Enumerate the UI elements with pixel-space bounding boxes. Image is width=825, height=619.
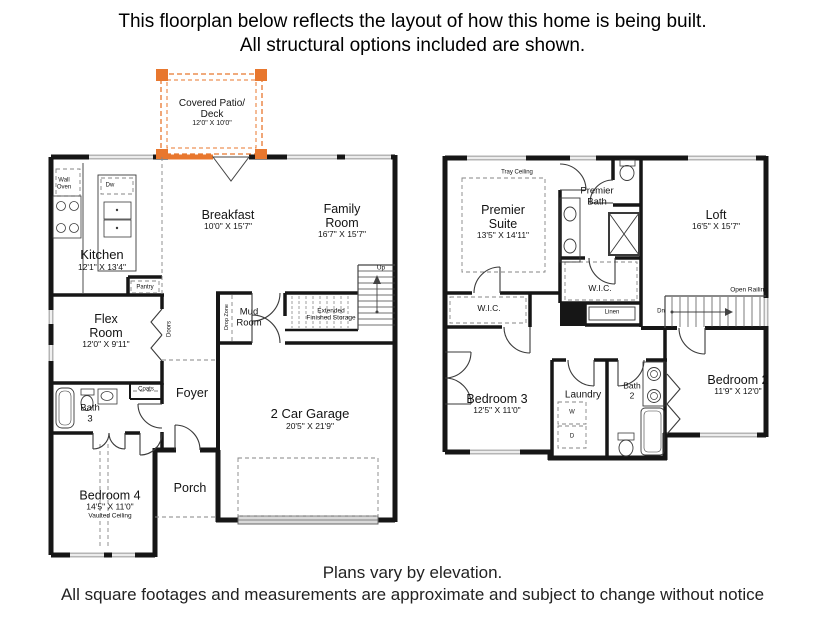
toilet-icon xyxy=(618,433,634,440)
toilet-icon xyxy=(81,389,94,395)
label-dn: Dn xyxy=(657,308,665,315)
room-label-bedroom4: Bedroom 4 14'5" X 11'0" Vaulted Ceiling xyxy=(79,488,141,520)
bedroom2-closet-doors xyxy=(667,374,680,434)
room-label-foyer: Foyer xyxy=(176,386,208,400)
garage-door xyxy=(238,516,378,524)
label-drop-zone: Drop Zone xyxy=(223,304,230,330)
label-wic-bedroom3: W.I.C. xyxy=(477,303,501,314)
room-label-family-room: Family Room 16'7" X 15'7" xyxy=(317,202,367,240)
sink-icon xyxy=(564,239,576,253)
vanity-counter xyxy=(560,198,580,262)
room-label-covered-patio: Covered Patio/ Deck 12'0" X 10'0" xyxy=(178,97,246,128)
room-label-garage: 2 Car Garage 20'5" X 21'9" xyxy=(270,405,350,431)
label-coats: Coats xyxy=(138,386,154,393)
room-label-kitchen: Kitchen 12'1" X 13'4" xyxy=(77,246,127,272)
room-label-breakfast: Breakfast 10'0" X 15'7" xyxy=(201,208,255,232)
label-wall-oven: Wall Oven xyxy=(56,177,72,190)
sink-icon xyxy=(564,207,576,221)
label-up: Up xyxy=(376,264,386,272)
footer-line-1: Plans vary by elevation. xyxy=(322,563,503,582)
room-label-laundry: Laundry xyxy=(564,389,602,401)
label-open-railing: Open Railing xyxy=(730,286,768,294)
header-line-1: This floorplan below reflects the layout of how this home is being built. xyxy=(118,11,707,32)
patio-door xyxy=(213,157,249,181)
footer-line-2: All square footages and measurements are approximate and subject to change without notice xyxy=(60,585,765,604)
sink-icon xyxy=(648,390,661,403)
stairs-up xyxy=(358,265,395,330)
label-tray-ceiling: Tray Ceiling xyxy=(501,169,533,176)
tub-icon xyxy=(641,408,664,455)
label-dryer: D xyxy=(569,433,575,440)
room-label-bath3: Bath 3 xyxy=(80,402,100,424)
room-label-bedroom3: Bedroom 3 12'5" X 11'0" xyxy=(466,392,528,416)
premier-bath-fixtures xyxy=(560,160,639,262)
room-label-flex-room: Flex Room 12'0" X 9'11" xyxy=(82,312,130,350)
room-label-porch: Porch xyxy=(173,481,207,495)
label-linen: Linen xyxy=(604,309,620,316)
bath2-fixtures xyxy=(618,362,665,456)
sink-icon xyxy=(648,368,661,381)
room-label-premier-bath: Premier Bath xyxy=(580,185,614,207)
room-label-bath2: Bath 2 xyxy=(623,380,641,400)
label-washer: W xyxy=(569,409,575,416)
label-doors: Doors xyxy=(166,320,173,338)
room-label-loft: Loft 16'5" X 15'7" xyxy=(691,208,741,232)
label-wic-premier: W.I.C. xyxy=(588,283,612,294)
room-label-premier-suite: Premier Suite 13'5" X 14'11" xyxy=(476,203,530,241)
room-label-mud-room: Mud Room xyxy=(236,306,262,328)
label-extended-storage: Extended Finished Storage xyxy=(306,307,356,322)
stairs-down xyxy=(665,296,766,328)
room-label-bedroom2: Bedroom 2 11'9" X 12'0" xyxy=(707,373,769,397)
label-dishwasher: Dw xyxy=(105,182,115,189)
label-pantry: Pantry xyxy=(136,284,154,291)
header-line-2: All structural options included are shown. xyxy=(239,35,586,56)
